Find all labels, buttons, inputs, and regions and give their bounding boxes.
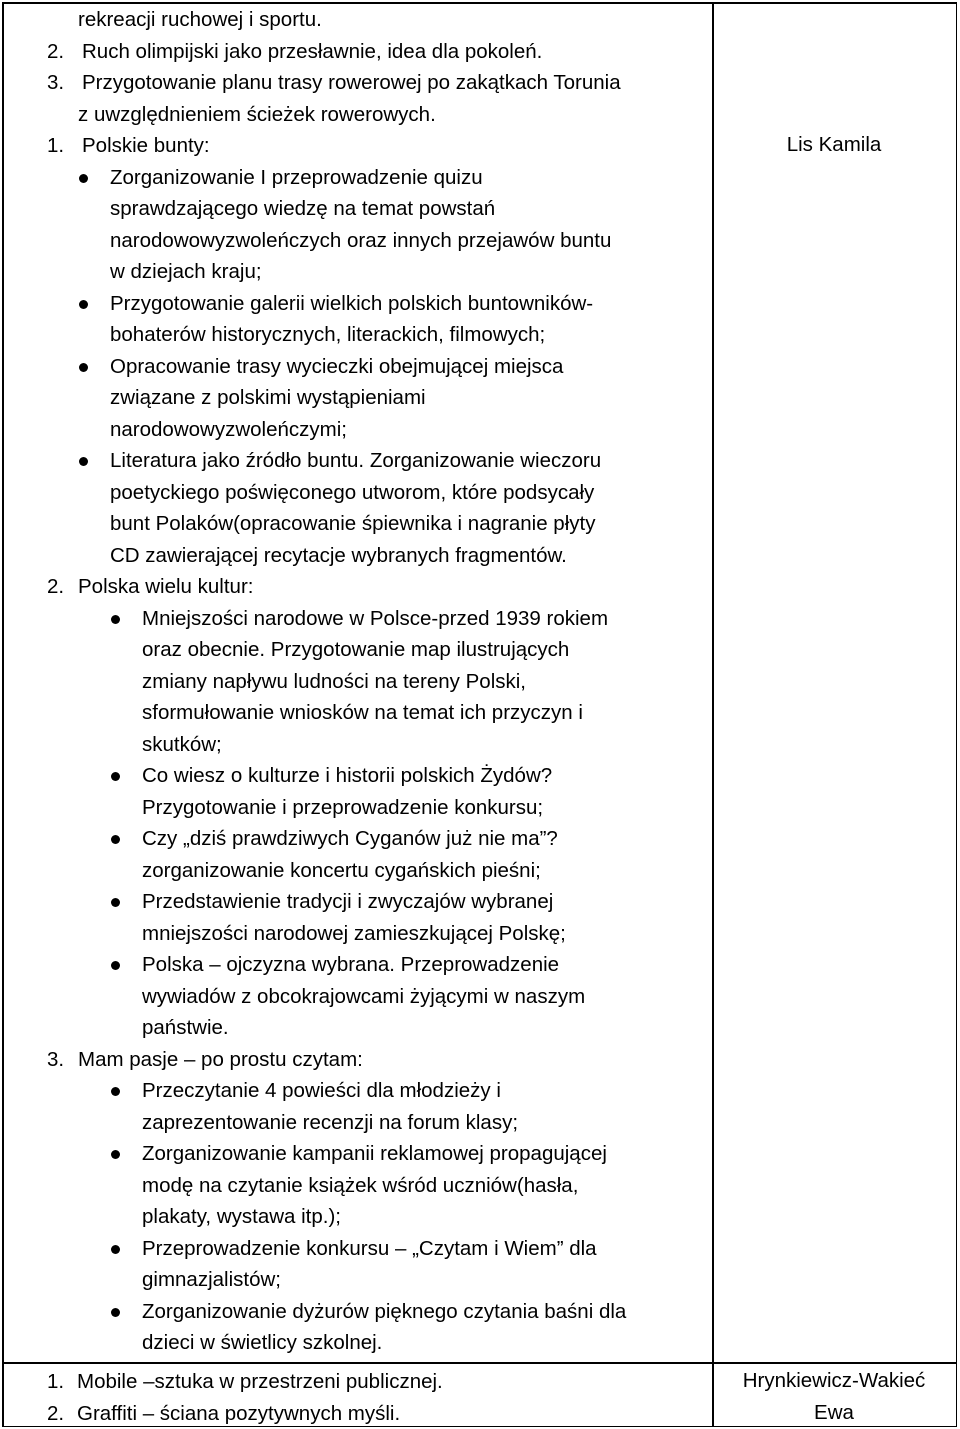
bullet-icon xyxy=(79,363,88,372)
list-number: 2. xyxy=(47,39,65,63)
list-number: 3. xyxy=(47,1047,65,1071)
bullet-item-text: narodowowyzwoleńczych oraz innych przejawów buntu xyxy=(110,228,612,252)
bullet-icon xyxy=(111,835,120,844)
bullet-item-text: narodowowyzwoleńczymi; xyxy=(110,417,347,441)
list-item-text: Graffiti – ściana pozytywnych myśli. xyxy=(77,1401,401,1425)
bullet-item-text: dzieci w świetlicy szkolnej. xyxy=(142,1331,383,1354)
bullet-icon xyxy=(111,1245,120,1254)
bullet-item-text: oraz obecnie. Przygotowanie map ilustrujących xyxy=(142,638,570,661)
bullet-item-text: wywiadów z obcokrajowcami żyjącymi w naszym xyxy=(142,984,586,1008)
bullet-item-text: bohaterów historycznych, literackich, filmowych; xyxy=(110,323,546,346)
list-item-text: Przygotowanie planu trasy rowerowej po zakątkach Torunia xyxy=(82,71,621,94)
bullet-item-text: poetyckiego poświęconego utworom, które podsycały xyxy=(110,480,595,504)
section-title: Polskie bunty: xyxy=(82,134,210,157)
list-item-text: z uwzględnieniem ścieżek rowerowych. xyxy=(78,102,436,126)
table-border-left xyxy=(2,2,4,1427)
bullet-item-text: skutków; xyxy=(142,732,222,756)
bullet-item-text: państwie. xyxy=(142,1016,229,1039)
bullet-item-text: modę na czytanie książek wśród uczniów(hasła, xyxy=(142,1173,579,1197)
bullet-icon xyxy=(111,1087,120,1096)
section-title: Mam pasje – po prostu czytam: xyxy=(78,1047,363,1071)
bullet-item-text: Zorganizowanie I przeprowadzenie quizu xyxy=(110,165,483,189)
bullet-item-text: Mniejszości narodowe w Polsce-przed 1939 rokiem xyxy=(142,606,609,630)
bullet-item-text: zorganizowanie koncertu cygańskich pieśni; xyxy=(142,858,541,882)
responsible-person-2-line-1: Hrynkiewicz-Wakieć xyxy=(742,1369,926,1392)
column-divider xyxy=(712,2,714,1427)
bullet-item-text: bunt Polaków(opracowanie śpiewnika i nagranie płyty xyxy=(110,512,596,535)
list-item-text: Mobile –sztuka w przestrzeni publicznej. xyxy=(77,1370,443,1393)
bullet-item-text: Przeczytanie 4 powieści dla młodzieży i xyxy=(142,1079,501,1102)
section-title: Polska wielu kultur: xyxy=(78,575,254,598)
bullet-item-text: Przygotowanie galerii wielkich polskich buntowników- xyxy=(110,291,594,315)
bullet-item-text: w dziejach kraju; xyxy=(110,260,262,283)
bullet-item-text: sformułowanie wniosków na temat ich przyczyn i xyxy=(142,701,583,724)
bullet-icon xyxy=(111,1150,120,1159)
bullet-icon xyxy=(79,174,88,183)
bullet-item-text: Przedstawienie tradycji i zwyczajów wybranej xyxy=(142,890,554,913)
list-number: 2. xyxy=(47,575,65,598)
responsible-person-1: Lis Kamila xyxy=(786,133,882,156)
bullet-icon xyxy=(79,457,88,466)
bullet-item-text: Polska – ojczyzna wybrana. Przeprowadzenie xyxy=(142,953,560,976)
bullet-item-text: Literatura jako źródło buntu. Zorganizowanie wieczoru xyxy=(110,449,602,472)
table-border-right xyxy=(956,2,958,1427)
list-number: 1. xyxy=(47,134,65,157)
list-item-text: Ruch olimpijski jako przesławnie, idea dla pokoleń. xyxy=(82,39,543,63)
continuation-text: rekreacji ruchowej i sportu. xyxy=(78,8,322,31)
bullet-item-text: Co wiesz o kulturze i historii polskich Żydów? xyxy=(142,764,553,787)
bullet-icon xyxy=(111,898,120,907)
bullet-item-text: związane z polskimi wystąpieniami xyxy=(110,386,426,409)
bullet-item-text: mniejszości narodowej zamieszkującej Polskę; xyxy=(142,921,566,945)
list-number: 2. xyxy=(47,1401,65,1425)
bullet-icon xyxy=(111,772,120,781)
bullet-item-text: Czy „dziś prawdziwych Cyganów już nie ma”? xyxy=(142,827,558,850)
bullet-item-text: gimnazjalistów; xyxy=(142,1268,281,1291)
bullet-item-text: Zorganizowanie dyżurów pięknego czytania baśni dla xyxy=(142,1299,627,1323)
list-number: 1. xyxy=(47,1370,65,1393)
bullet-icon xyxy=(79,300,88,309)
bullet-item-text: plakaty, wystawa itp.); xyxy=(142,1205,341,1228)
bullet-item-text: Przeprowadzenie konkursu – „Czytam i Wiem” dla xyxy=(142,1236,597,1260)
bullet-icon xyxy=(111,1308,120,1317)
bullet-item-text: Zorganizowanie kampanii reklamowej propagującej xyxy=(142,1142,607,1165)
bullet-item-text: zmiany napływu ludności na tereny Polski, xyxy=(142,669,526,693)
bullet-item-text: Przygotowanie i przeprowadzenie konkursu; xyxy=(142,795,544,819)
bullet-item-text: sprawdzającego wiedzę na temat powstań xyxy=(110,197,496,220)
responsible-person-2-line-2: Ewa xyxy=(814,1401,854,1424)
row-divider xyxy=(2,1362,957,1364)
list-number: 3. xyxy=(47,71,65,94)
bullet-item-text: zaprezentowanie recenzji na forum klasy; xyxy=(142,1110,519,1134)
bullet-item-text: CD zawierającej recytacje wybranych fragmentów. xyxy=(110,543,567,567)
responsible-person-2 xyxy=(714,1365,954,1429)
bullet-icon xyxy=(111,615,120,624)
bullet-icon xyxy=(111,961,120,970)
bullet-item-text: Opracowanie trasy wycieczki obejmującej miejsca xyxy=(110,354,564,378)
